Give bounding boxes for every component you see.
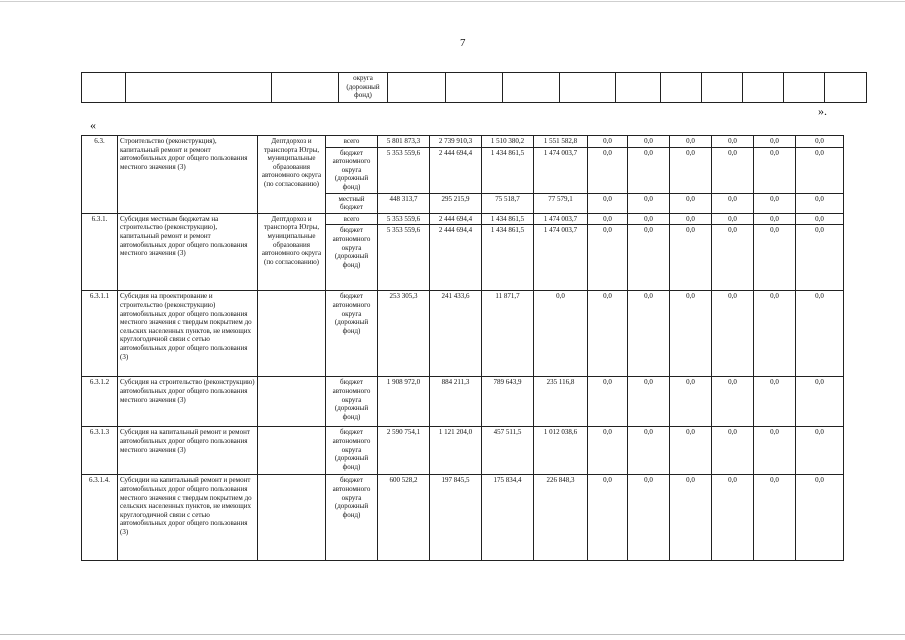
amount-year: 0,0 xyxy=(628,291,670,377)
amount-year: 0,0 xyxy=(670,377,712,427)
amount-year: 0,0 xyxy=(754,427,796,475)
amount-year: 0,0 xyxy=(712,377,754,427)
amount-year: 884 211,3 xyxy=(430,377,482,427)
amount-year: 0,0 xyxy=(796,291,844,377)
table-row xyxy=(82,427,844,475)
amount-year: 0,0 xyxy=(670,147,712,193)
amount-year: 0,0 xyxy=(670,291,712,377)
amount-year: 0,0 xyxy=(796,427,844,475)
fragment-cell xyxy=(82,73,126,103)
amount-year: 197 845,5 xyxy=(430,475,482,561)
fragment-cell xyxy=(743,73,784,103)
amount-year: 77 579,1 xyxy=(534,193,588,213)
amount-year: 0,0 xyxy=(712,213,754,225)
amount-year: 1 012 038,6 xyxy=(534,427,588,475)
row-number: 6.3.1.3 xyxy=(82,427,118,475)
amount-year: 0,0 xyxy=(754,147,796,193)
amount-year: 1 510 380,2 xyxy=(482,136,534,148)
amount-year: 0,0 xyxy=(588,225,628,291)
closing-quote: ». xyxy=(818,104,827,118)
row-number: 6.3.1. xyxy=(82,213,118,291)
amount-year: 175 834,4 xyxy=(482,475,534,561)
amount-year: 0,0 xyxy=(712,427,754,475)
amount-year: 226 848,3 xyxy=(534,475,588,561)
row-number: 6.3. xyxy=(82,136,118,214)
amount-total: 600 528,2 xyxy=(378,475,430,561)
amount-year: 0,0 xyxy=(628,427,670,475)
amount-year: 0,0 xyxy=(670,193,712,213)
amount-year: 241 433,6 xyxy=(430,291,482,377)
amount-year: 1 121 204,0 xyxy=(430,427,482,475)
responsible-executor xyxy=(258,377,326,427)
amount-year: 0,0 xyxy=(754,377,796,427)
page-edge-top xyxy=(0,1,905,2)
amount-year: 789 643,9 xyxy=(482,377,534,427)
amount-year: 11 871,7 xyxy=(482,291,534,377)
amount-year: 1 474 003,7 xyxy=(534,147,588,193)
amount-year: 0,0 xyxy=(628,213,670,225)
amount-total: 5 801 873,3 xyxy=(378,136,430,148)
amount-year: 1 434 861,5 xyxy=(482,225,534,291)
fragment-cell xyxy=(784,73,825,103)
amount-year: 0,0 xyxy=(628,193,670,213)
funding-source: бюджет автономного округа (дорожный фонд) xyxy=(326,291,378,377)
funding-source: бюджет автономного округа (дорожный фонд) xyxy=(326,147,378,193)
amount-year: 0,0 xyxy=(628,136,670,148)
funding-source: бюджет автономного округа (дорожный фонд) xyxy=(326,225,378,291)
amount-total: 1 908 972,0 xyxy=(378,377,430,427)
amount-year: 0,0 xyxy=(796,377,844,427)
amount-year: 1 474 003,7 xyxy=(534,213,588,225)
funding-source: бюджет автономного округа (дорожный фонд) xyxy=(326,475,378,561)
responsible-executor: Дептдорхоз и транспорта Югры, муниципальные образования автономного округа (по согласованию) xyxy=(258,136,326,214)
amount-year: 0,0 xyxy=(712,193,754,213)
amount-year: 0,0 xyxy=(712,147,754,193)
measure-name: Субсидия местным бюджетам на строительство (реконструкцию), капитальный ремонт и ремонт автомобильных дорог общего пользования местного значения (3) xyxy=(118,213,258,291)
amount-year: 0,0 xyxy=(628,147,670,193)
funding-source: местный бюджет xyxy=(326,193,378,213)
fragment-source-cell: округа (дорожный фонд) xyxy=(339,73,388,103)
fragment-cell xyxy=(126,73,272,103)
table-row xyxy=(82,291,844,377)
amount-year: 0,0 xyxy=(754,193,796,213)
amount-year: 0,0 xyxy=(670,225,712,291)
amount-year: 0,0 xyxy=(588,427,628,475)
fragment-cell xyxy=(503,73,560,103)
amount-year: 1 551 582,8 xyxy=(534,136,588,148)
opening-quote: « xyxy=(90,118,96,132)
responsible-executor: Дептдорхоз и транспорта Югры, муниципальные образования автономного округа (по согласованию) xyxy=(258,213,326,291)
amount-year: 0,0 xyxy=(754,213,796,225)
amount-year: 0,0 xyxy=(712,225,754,291)
amount-year: 0,0 xyxy=(588,193,628,213)
program-funding-table xyxy=(81,135,844,561)
continued-table-fragment xyxy=(81,72,867,103)
amount-year: 2 444 694,4 xyxy=(430,147,482,193)
page-number: 7 xyxy=(460,37,466,49)
amount-total: 253 305,3 xyxy=(378,291,430,377)
measure-name: Субсидия на строительство (реконструкцию) автомобильных дорог общего пользования местного значения (3) xyxy=(118,377,258,427)
fragment-cell xyxy=(661,73,702,103)
funding-source: бюджет автономного округа (дорожный фонд) xyxy=(326,377,378,427)
amount-year: 1 434 861,5 xyxy=(482,147,534,193)
measure-name: Субсидия на проектирование и строительство (реконструкцию) автомобильных дорог общего пользования местного значения с твердым покрытием до сельских населенных пунктов, не имеющих круглогодичной связи с сетью автомобильных дорог общего пользования (3) xyxy=(118,291,258,377)
amount-year: 235 116,8 xyxy=(534,377,588,427)
amount-year: 0,0 xyxy=(796,147,844,193)
responsible-executor xyxy=(258,427,326,475)
amount-year: 0,0 xyxy=(754,291,796,377)
amount-year: 295 215,9 xyxy=(430,193,482,213)
fragment-cell xyxy=(446,73,503,103)
amount-year: 0,0 xyxy=(670,213,712,225)
amount-year: 0,0 xyxy=(670,136,712,148)
responsible-executor xyxy=(258,475,326,561)
amount-year: 0,0 xyxy=(588,377,628,427)
amount-year: 0,0 xyxy=(754,136,796,148)
amount-year: 0,0 xyxy=(588,147,628,193)
fragment-cell xyxy=(702,73,743,103)
row-number: 6.3.1.4. xyxy=(82,475,118,561)
amount-total: 5 353 559,6 xyxy=(378,213,430,225)
amount-year: 0,0 xyxy=(588,475,628,561)
amount-year: 0,0 xyxy=(588,213,628,225)
amount-year: 0,0 xyxy=(588,291,628,377)
amount-year: 0,0 xyxy=(628,225,670,291)
responsible-executor xyxy=(258,291,326,377)
amount-year: 0,0 xyxy=(534,291,588,377)
amount-year: 0,0 xyxy=(670,427,712,475)
amount-year: 0,0 xyxy=(754,475,796,561)
fragment-cell xyxy=(272,73,339,103)
amount-year: 2 739 910,3 xyxy=(430,136,482,148)
amount-year: 457 511,5 xyxy=(482,427,534,475)
fragment-cell xyxy=(388,73,446,103)
fragment-cell xyxy=(560,73,616,103)
amount-year: 2 444 694,4 xyxy=(430,213,482,225)
page-edge-bottom xyxy=(0,634,905,635)
amount-year: 0,0 xyxy=(796,475,844,561)
amount-year: 1 474 003,7 xyxy=(534,225,588,291)
funding-source: всего xyxy=(326,136,378,148)
amount-year: 0,0 xyxy=(796,136,844,148)
amount-total: 5 353 559,6 xyxy=(378,225,430,291)
amount-total: 5 353 559,6 xyxy=(378,147,430,193)
amount-year: 0,0 xyxy=(712,475,754,561)
amount-year: 0,0 xyxy=(754,225,796,291)
amount-year: 0,0 xyxy=(796,225,844,291)
amount-year: 0,0 xyxy=(712,291,754,377)
amount-total: 2 590 754,1 xyxy=(378,427,430,475)
amount-year: 0,0 xyxy=(796,213,844,225)
funding-source: всего xyxy=(326,213,378,225)
table-row xyxy=(82,377,844,427)
amount-year: 0,0 xyxy=(628,377,670,427)
amount-year: 0,0 xyxy=(712,136,754,148)
amount-year: 2 444 694,4 xyxy=(430,225,482,291)
measure-name: Субсидия на капитальный ремонт и ремонт автомобильных дорог общего пользования местного значения (3) xyxy=(118,427,258,475)
amount-year: 0,0 xyxy=(796,193,844,213)
table-row xyxy=(82,136,844,148)
row-number: 6.3.1.2 xyxy=(82,377,118,427)
amount-year: 75 518,7 xyxy=(482,193,534,213)
amount-total: 448 313,7 xyxy=(378,193,430,213)
amount-year: 0,0 xyxy=(588,136,628,148)
table-row xyxy=(82,475,844,561)
amount-year: 1 434 861,5 xyxy=(482,213,534,225)
row-number: 6.3.1.1 xyxy=(82,291,118,377)
amount-year: 0,0 xyxy=(670,475,712,561)
measure-name: Строительство (реконструкция), капитальный ремонт и ремонт автомобильных дорог общего пользования местного значения (3) xyxy=(118,136,258,214)
funding-source: бюджет автономного округа (дорожный фонд) xyxy=(326,427,378,475)
amount-year: 0,0 xyxy=(628,475,670,561)
table-row xyxy=(82,213,844,225)
fragment-cell xyxy=(825,73,867,103)
fragment-cell xyxy=(616,73,661,103)
measure-name: Субсидии на капитальный ремонт и ремонт автомобильных дорог общего пользования местного значения с твердым покрытием до сельских населенных пунктов, не имеющих круглогодичной связи с сетью автомобильных дорог общего пользования (3) xyxy=(118,475,258,561)
